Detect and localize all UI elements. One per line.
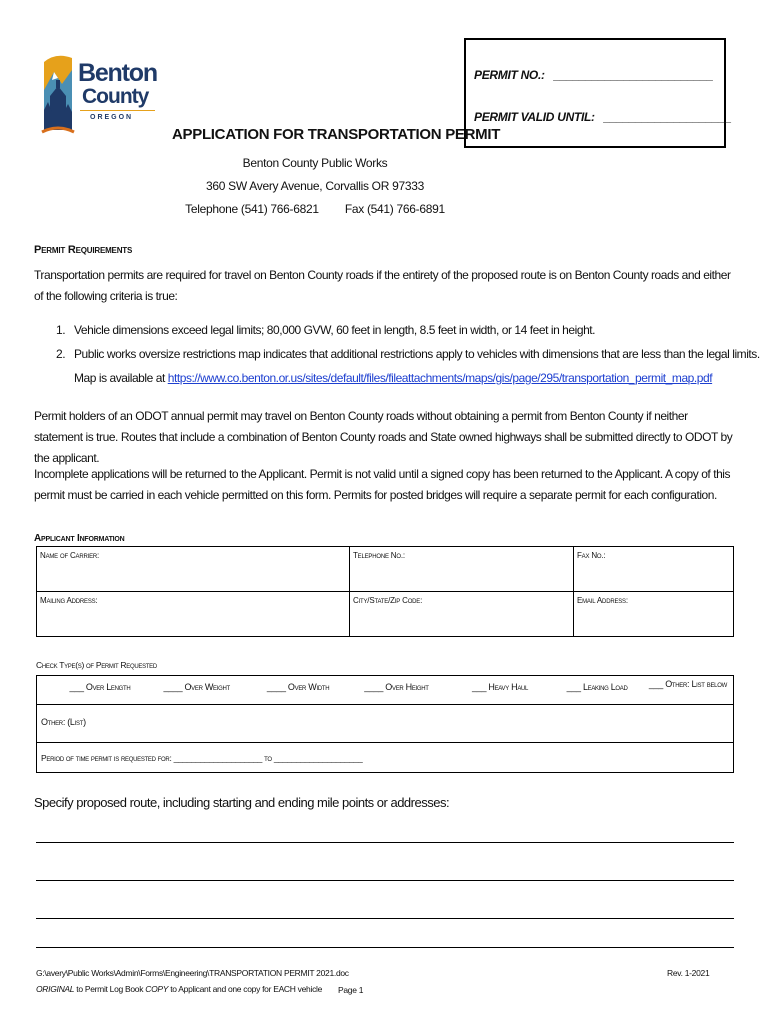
type-over-length[interactable]: ___ Over Length xyxy=(69,682,131,692)
odot-paragraph: Permit holders of an ODOT annual permit may travel on Benton County roads without obtaining a permit from Benton County if neither statement is true. Routes that include a combination of Benton County roads and State owned highways shall be submitted directly to ODOT by the applicant. xyxy=(34,409,733,465)
agency-telephone: Telephone (541) 766-6821 xyxy=(185,202,319,216)
fax-field[interactable]: Fax No.: xyxy=(574,547,734,592)
footer-page-number: Page 1 xyxy=(338,985,364,995)
footer-distribution xyxy=(36,984,322,994)
permit-valid-until-blank[interactable]: ____________________ xyxy=(603,110,732,124)
permit-types-row xyxy=(36,675,734,705)
other-list-label: Other: (List) xyxy=(41,717,86,727)
telephone-field[interactable]: Telephone No.: xyxy=(350,547,574,592)
permit-no-label: PERMIT NO.: xyxy=(474,68,545,82)
footer-revision: Rev. 1-2021 xyxy=(667,968,710,978)
agency-fax: Fax (541) 766-6891 xyxy=(344,202,445,216)
permit-valid-until-label: PERMIT VALID UNTIL: xyxy=(474,110,595,124)
route-line-3[interactable] xyxy=(36,918,734,919)
name-of-carrier-field[interactable]: Name of Carrier: xyxy=(37,547,350,592)
type-over-weight[interactable]: ____ Over Weight xyxy=(163,682,230,692)
city-state-zip-field[interactable]: City/State/Zip Code: xyxy=(350,592,574,637)
requirement-item-1: 1. Vehicle dimensions exceed legal limits; 80,000 GVW, 60 feet in length, 8.5 feet in width, or 14 feet in height. xyxy=(68,318,770,342)
requirement-item-2-text: Public works oversize restrictions map indicates that additional restrictions apply to vehicles with dimensions that are less than the legal limits. Map is available at xyxy=(74,347,760,385)
incomplete-applications-paragraph: Incomplete applications will be returned to the Applicant. Permit is not valid until a signed copy has been returned to the Applicant. A copy of this permit must be carried in each vehicle permitted on this form. Permits for posted bridges will require a separate permit for each configuration. xyxy=(34,467,731,502)
footer-copy-rest: to Applicant and one copy for EACH vehicle xyxy=(168,984,323,994)
footer-original: ORIGINAL xyxy=(36,984,75,994)
route-line-1[interactable] xyxy=(36,842,734,843)
mailing-address-field[interactable]: Mailing Address: xyxy=(37,592,350,637)
agency-address: 360 SW Avery Avenue, Corvallis OR 97333 xyxy=(206,179,424,193)
email-address-field[interactable]: Email Address: xyxy=(574,592,734,637)
type-other[interactable]: ___ Other: List below xyxy=(648,679,727,689)
route-label: Specify proposed route, including starting and ending mile points or addresses: xyxy=(34,795,450,810)
logo-line-3: OREGON xyxy=(90,114,134,121)
logo-divider xyxy=(80,110,155,111)
period-label: Period of time permit is requested for: ____________________ to ____________________ xyxy=(41,753,363,763)
requirements-list xyxy=(34,318,770,390)
permit-valid-row xyxy=(474,110,731,124)
type-heavy-haul[interactable]: ___ Heavy Haul xyxy=(472,682,529,692)
applicant-table xyxy=(36,546,734,637)
footer-copy: COPY xyxy=(145,984,169,994)
benton-county-logo xyxy=(40,50,155,135)
permit-number-box xyxy=(464,38,732,148)
page-title: APPLICATION FOR TRANSPORTATION PERMIT xyxy=(172,126,501,143)
permit-no-row xyxy=(474,68,713,82)
transportation-map-link[interactable]: https://www.co.benton.or.us/sites/default/files/fileattachments/maps/gis/page/295/transportation_permit_map.pdf xyxy=(167,371,713,385)
type-over-height[interactable]: ____ Over Height xyxy=(364,682,429,692)
agency-name: Benton County Public Works xyxy=(242,156,388,170)
logo-line-2: County xyxy=(82,85,149,108)
type-over-width[interactable]: ____ Over Width xyxy=(266,682,330,692)
applicant-heading: Applicant Information xyxy=(34,533,125,544)
agency-phone-fax xyxy=(150,202,480,216)
route-line-2[interactable] xyxy=(36,880,734,881)
footer-file-path: G:\avery\Public Works\Admin\Forms\Engineering\TRANSPORTATION PERMIT 2021.doc xyxy=(36,968,349,978)
permit-no-blank[interactable]: _________________________ xyxy=(553,68,714,82)
period-of-time-field[interactable] xyxy=(36,743,734,773)
footer-original-rest: to Permit Log Book xyxy=(74,984,146,994)
requirements-heading: Permit Requirements xyxy=(34,244,133,256)
logo-line-1: Benton xyxy=(78,59,157,87)
route-line-4[interactable] xyxy=(36,947,734,948)
permit-types-heading: Check Type(s) of Permit Requested xyxy=(36,660,157,670)
requirement-item-2 xyxy=(68,342,770,390)
requirements-intro: Transportation permits are required for travel on Benton County roads if the entirety of the proposed route is on Benton County roads and either of the following criteria is true: xyxy=(34,268,731,303)
other-list-field[interactable] xyxy=(36,705,734,743)
type-leaking-load[interactable]: ___ Leaking Load xyxy=(566,682,628,692)
